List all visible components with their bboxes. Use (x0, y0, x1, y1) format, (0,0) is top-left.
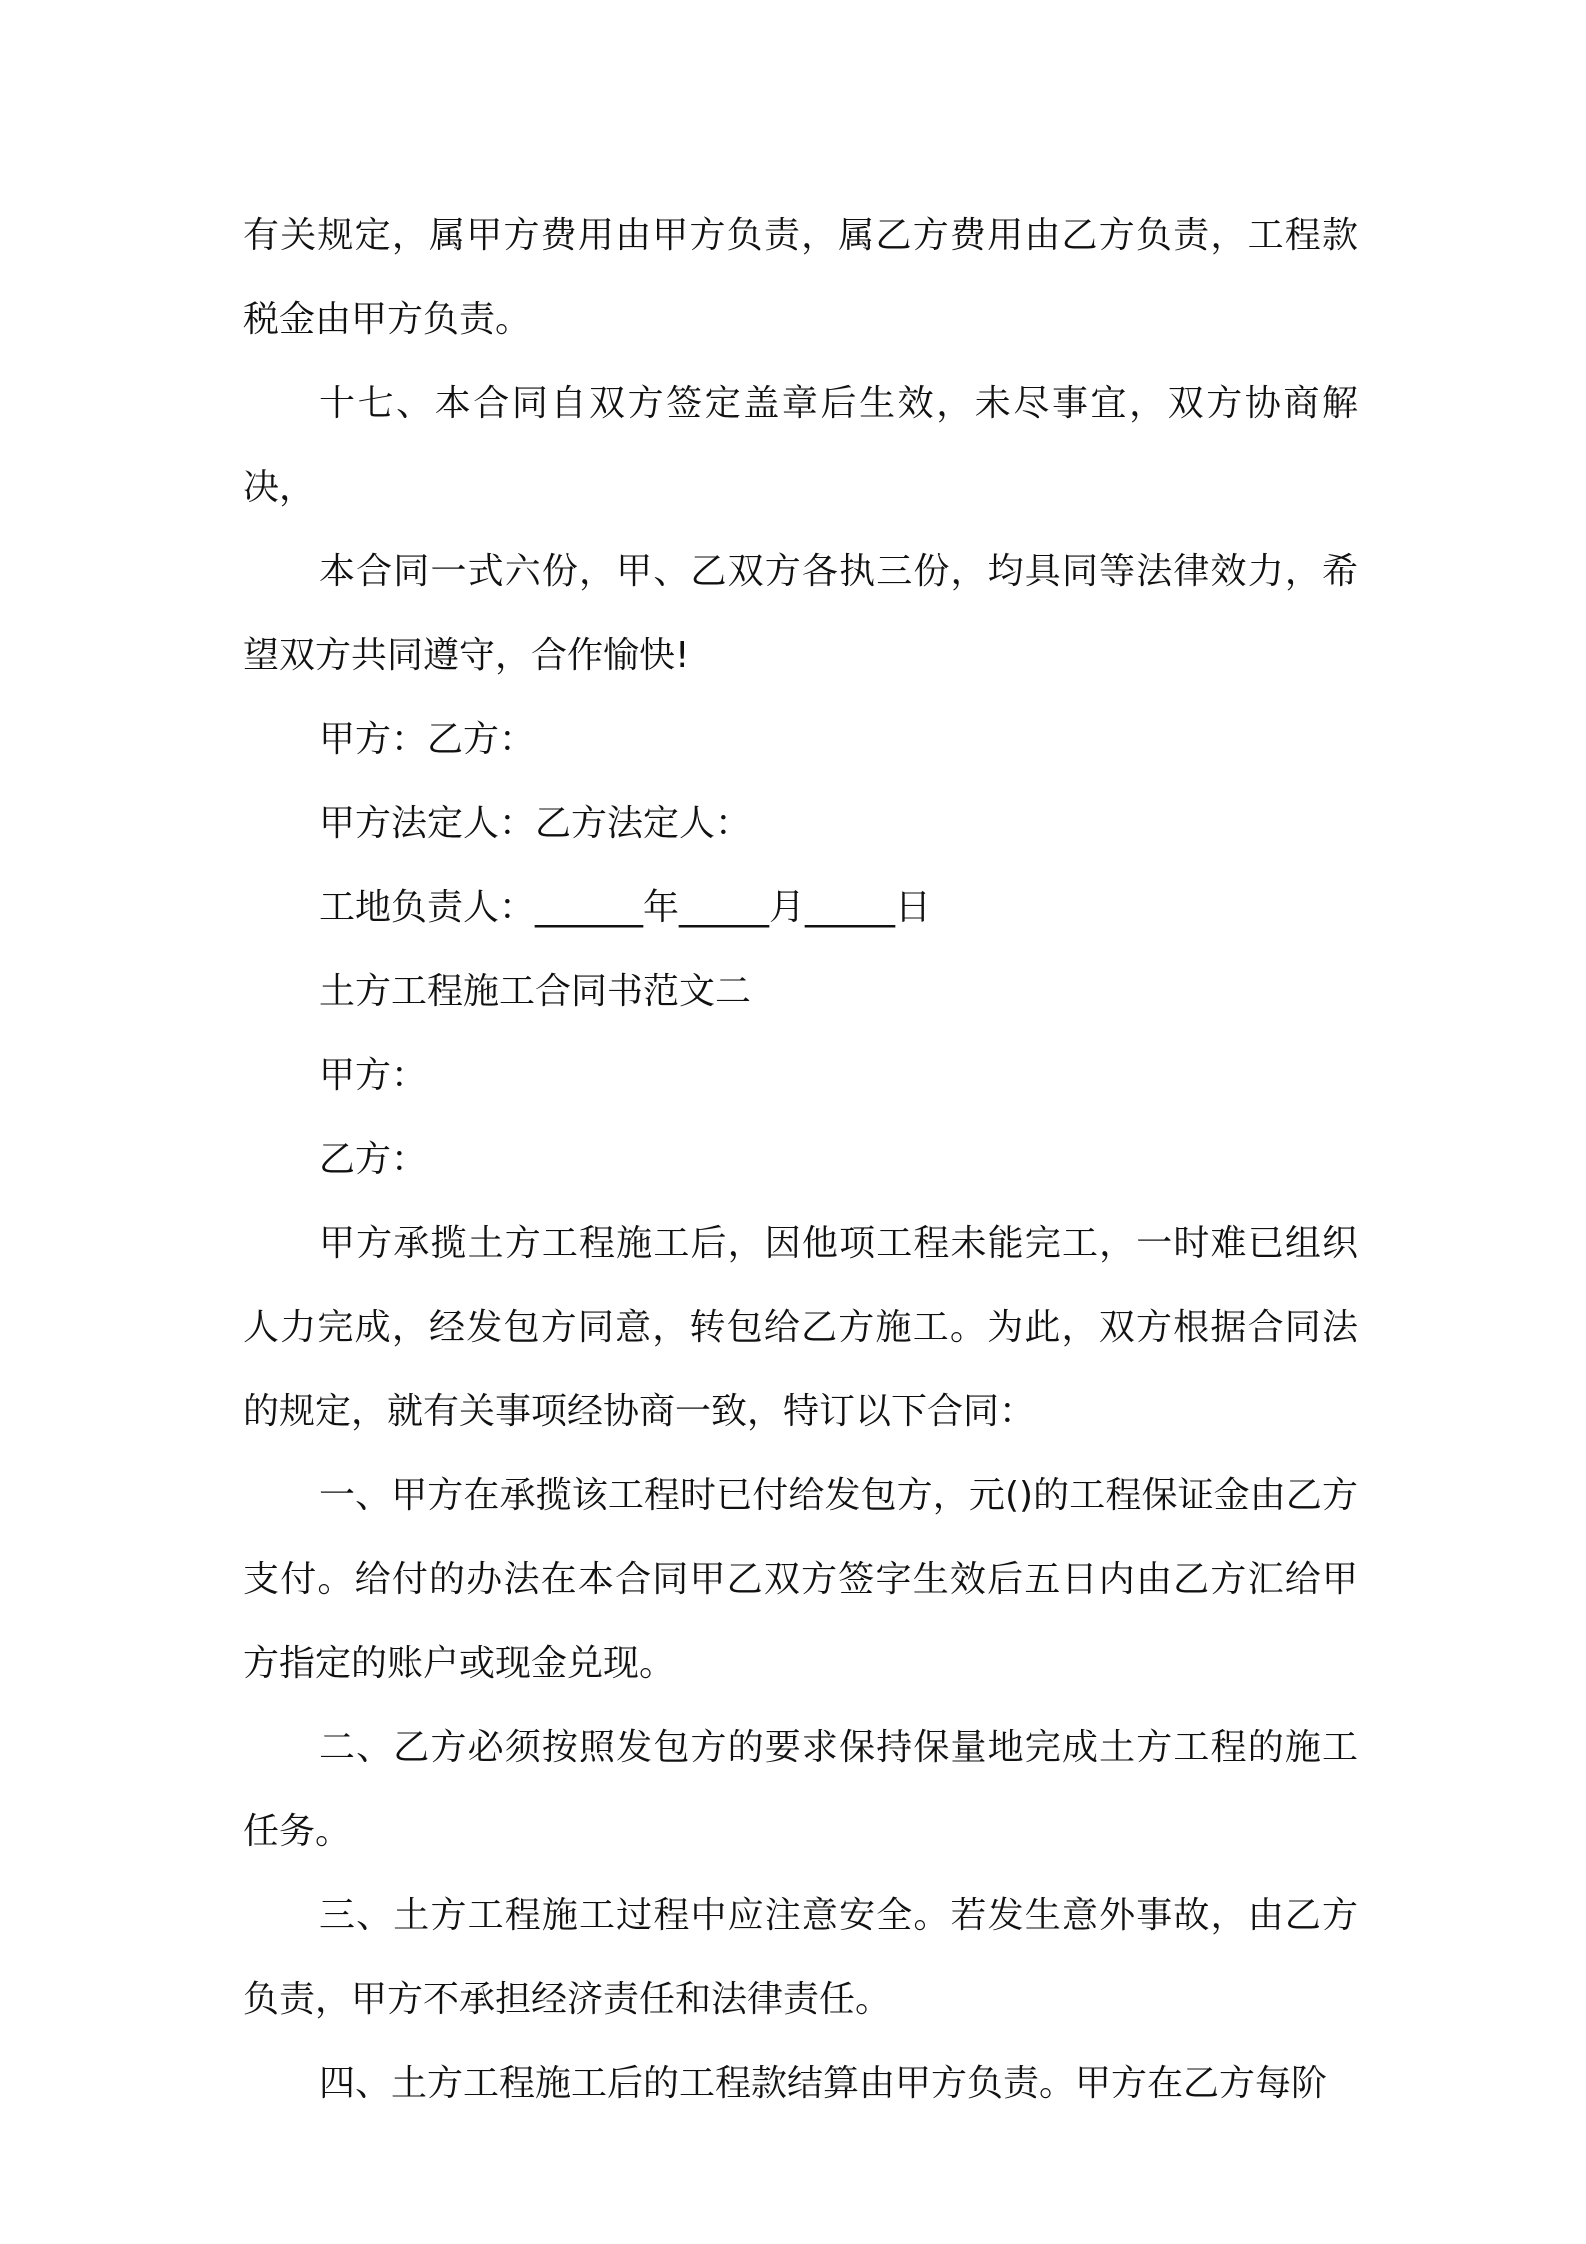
paragraph-taxes: 有关规定，属甲方费用由甲方负责，属乙方费用由乙方负责，工程款税金由甲方负责。 (243, 215, 1358, 340)
paragraph-parties-signature: 甲方：乙方： (319, 719, 536, 760)
paragraph-clause-17: 十七、本合同自双方签定盖章后生效，未尽事宜，双方协商解决， (243, 383, 1358, 508)
document-body (243, 194, 1358, 2126)
paragraph-clause-4: 四、土方工程施工后的工程款结算由甲方负责。甲方在乙方每阶 (319, 2063, 1328, 2104)
section-title-contract-two: 土方工程施工合同书范文二 (319, 971, 752, 1012)
paragraph-site-manager-date: 工地负责人：______年_____月_____日 (319, 887, 932, 928)
paragraph-party-a: 甲方： (319, 1055, 428, 1096)
paragraph-party-b: 乙方： (319, 1139, 428, 1180)
paragraph-clause-3: 三、土方工程施工过程中应注意安全。若发生意外事故，由乙方负责，甲方不承担经济责任和法律责任。 (243, 1895, 1358, 2020)
paragraph-legal-representatives: 甲方法定人：乙方法定人： (319, 803, 752, 844)
paragraph-copies: 本合同一式六份，甲、乙双方各执三份，均具同等法律效力，希望双方共同遵守，合作愉快! (243, 551, 1358, 676)
paragraph-preamble: 甲方承揽土方工程施工后，因他项工程未能完工，一时难已组织人力完成，经发包方同意，转包给乙方施工。为此，双方根据合同法的规定，就有关事项经协商一致，特订以下合同： (243, 1223, 1358, 1432)
paragraph-clause-1: 一、甲方在承揽该工程时已付给发包方，元()的工程保证金由乙方支付。给付的办法在本合同甲乙双方签字生效后五日内由乙方汇给甲方指定的账户或现金兑现。 (243, 1475, 1358, 1684)
paragraph-clause-2: 二、乙方必须按照发包方的要求保持保量地完成土方工程的施工任务。 (243, 1727, 1358, 1852)
